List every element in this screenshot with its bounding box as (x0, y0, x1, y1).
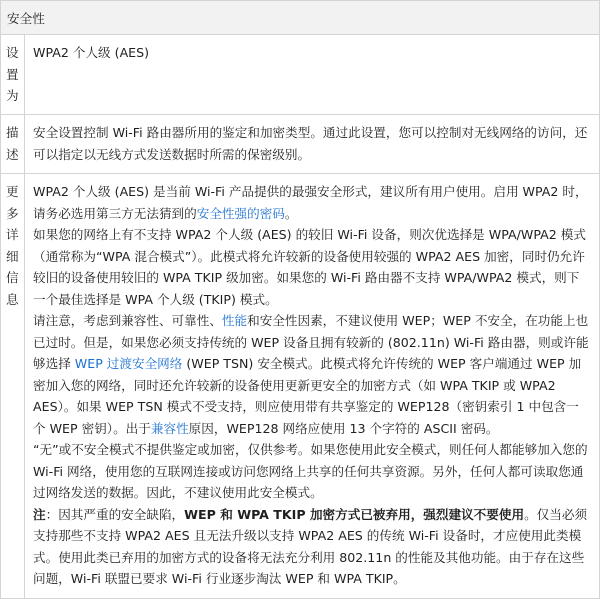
more-info-row (1, 174, 600, 599)
table-header-row (1, 1, 600, 35)
paragraph-3-part-d: 原因，WEP128 网络应使用 13 个字符的 ASCII 密码。 (188, 420, 499, 436)
paragraph-3-part-b: 和安全性因素，不建议使用 WEP；WEP 不安全，在功能上也已过时。但是，如果您必须支持传统的 WEP 设备且拥有较新的 (802.11n) Wi-Fi 路由器，则或许能够选择 (33, 313, 589, 371)
note-label: 注 (33, 506, 46, 522)
more-info-label: 更多详细信息 (1, 174, 25, 599)
paragraph-3-part-a: 请注意，考虑到兼容性、可靠性、 (33, 313, 222, 328)
more-info-paragraph-2: 如果您的网络上有不支持 WPA2 个人级 (AES) 的较旧 Wi-Fi 设备，则次优选择是 WPA/WPA2 模式（通常称为“WPA 混合模式”）。此模式将允许较新的设备使用较强的 WPA2 AES 加密，同时仍允许较旧的设备使用较旧的 WPA TKIP 级加密。如果您的 Wi-Fi 路由器不支持 WPA/WPA2 模式，则下一个最佳选择是 WPA 个人级 (TKIP) 模式。 (33, 227, 586, 307)
table-header: 安全性 (1, 1, 600, 35)
paragraph-1-end: 。 (284, 205, 298, 221)
performance-link[interactable]: 性能 (221, 313, 248, 328)
more-info-value (25, 174, 600, 599)
more-info-paragraph-4: “无”或不安全模式不提供鉴定或加密，仅供参考。如果您使用此安全模式，则任何人都能够加入您的 Wi-Fi 网络，使用您的互联网连接或访问您网络上共享的任何共享资源。另外，任何人都可读取您通过网络发送的数据。因此，不建议使用此安全模式。 (33, 442, 588, 500)
paragraph-5-part-a: ：因其严重的安全缺陷， (45, 506, 185, 522)
more-info-paragraph-5 (33, 504, 591, 590)
paragraph-5-part-b: 。仅当必须支持那些不支持 WPA2 AES 且无法升级以支持 WPA2 AES 的传统 Wi-Fi 设备时，才应使用此类模式。使用此类已弃用的加密方式的设备将无法充分利用 802.11n 的性能及其他功能。由于存在这些问题，Wi-Fi 联盟已要求 Wi-Fi 行业逐步淘汰 WEP 和 WPA TKIP。 (33, 506, 588, 586)
paragraph-1-text: WPA2 个人级 (AES) 是当前 Wi-Fi 产品提供的最强安全形式，建议所有用户使用。启用 WPA2 时，请务必选用第三方无法猜到的 (33, 184, 588, 221)
description-value: 安全设置控制 Wi-Fi 路由器所用的鉴定和加密类型。通过此设置，您可以控制对无线网络的访问，还可以指定以无线方式发送数据时所需的保密级别。 (25, 115, 600, 174)
setting-value: WPA2 个人级 (AES) (25, 35, 600, 115)
setting-row (1, 35, 600, 115)
compatibility-link[interactable]: 兼容性 (150, 420, 189, 436)
more-info-paragraph-3 (33, 310, 591, 439)
deprecation-warning: WEP 和 WPA TKIP 加密方式已被弃用，强烈建议不要使用 (184, 506, 525, 522)
setting-label: 设置为 (1, 35, 25, 115)
description-row (1, 115, 600, 174)
strong-password-link[interactable]: 安全性强的密码 (196, 205, 285, 221)
more-info-paragraph-1 (33, 181, 591, 224)
paragraph-3-part-c: (WEP TSN) 安全模式。此模式将允许传统的 WEP 客户端通过 WEP 加密加入您的网络，同时还允许较新的设备使用更新更安全的加密方式（如 WPA TKIP 或 WPA2 AES）。如果 WEP TSN 模式不受支持，则应使用带有共享鉴定的 WEP128（密钥索引 1 中包含一个 WEP 密钥）。出于 (33, 356, 582, 436)
wep-tsn-link[interactable]: WEP 过渡安全网络 (74, 356, 183, 371)
description-label: 描述 (1, 115, 25, 174)
